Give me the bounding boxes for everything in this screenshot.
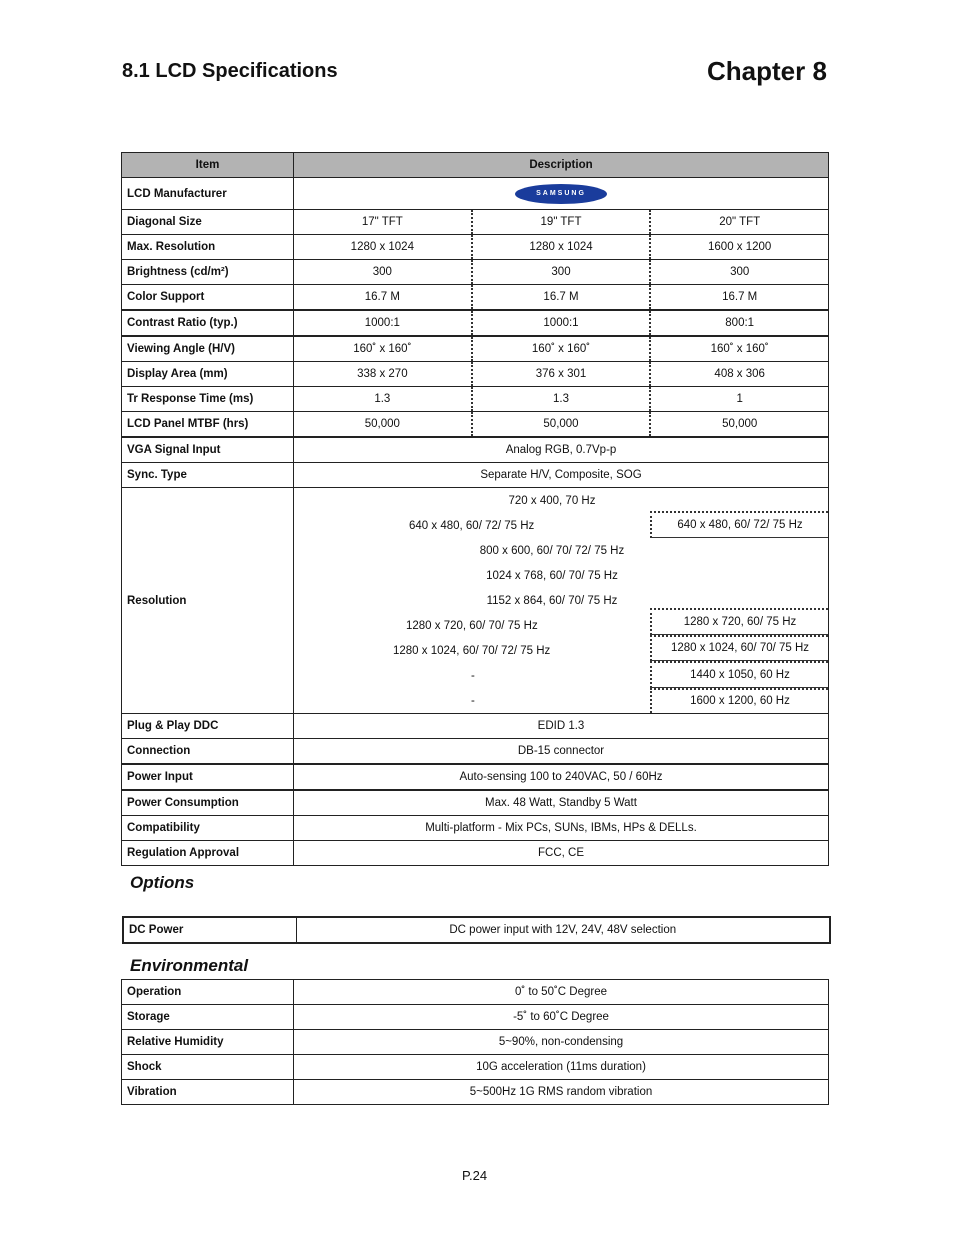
table-row — [122, 1030, 829, 1055]
row-value: 338 x 270 — [357, 368, 408, 380]
resolution-spacer — [650, 488, 828, 511]
row-values — [294, 235, 829, 260]
resolution-entry: 1440 x 1050, 60 Hz — [650, 661, 828, 687]
table-row — [122, 362, 829, 387]
row-values — [294, 336, 829, 362]
row-value: 1280 x 1024 — [350, 241, 414, 253]
resolution-spacer — [650, 538, 828, 561]
row-value: 300 — [471, 260, 650, 284]
row-value: 20" TFT — [649, 210, 828, 234]
table-row-resolution — [122, 488, 829, 714]
row-value: 16.7 M — [471, 285, 650, 309]
resolution-entry: - — [471, 694, 475, 707]
resolution-entry: 1280 x 720, 60/ 70/ 75 Hz — [406, 619, 538, 632]
table-row — [122, 310, 829, 336]
manufacturer-logo-cell — [294, 178, 829, 210]
table-row — [122, 764, 829, 790]
row-value: 1280 x 1024 — [471, 235, 650, 259]
row-values — [294, 362, 829, 387]
row-values — [294, 387, 829, 412]
row-value: 1.3 — [374, 393, 391, 405]
row-value: FCC, CE — [294, 841, 829, 866]
resolution-entry: 800 x 600, 60/ 70/ 72/ 75 Hz — [479, 544, 625, 557]
resolution-entry: 1152 x 864, 60/ 70/ 75 Hz — [486, 594, 618, 607]
resolution-entry: 720 x 400, 70 Hz — [508, 494, 596, 507]
resolution-entry: 1280 x 1024, 60/ 70/ 72/ 75 Hz — [393, 644, 551, 657]
row-values — [294, 412, 829, 438]
row-label: Sync. Type — [122, 463, 294, 488]
section-title: 8.1 LCD Specifications — [122, 60, 338, 82]
table-row — [122, 714, 829, 739]
table-row — [122, 980, 829, 1005]
table-row — [122, 1055, 829, 1080]
row-value: 19" TFT — [471, 210, 650, 234]
row-label: Storage — [122, 1005, 294, 1030]
table-row — [122, 463, 829, 488]
row-values — [294, 210, 829, 235]
row-value: 17" TFT — [361, 216, 403, 228]
table-row — [122, 412, 829, 438]
row-value: 408 x 306 — [649, 362, 828, 386]
table-row — [122, 260, 829, 285]
row-label: DC Power — [123, 917, 296, 943]
table-row — [122, 285, 829, 311]
row-value: 50,000 — [364, 418, 400, 430]
row-label: Connection — [122, 739, 294, 765]
table-row — [122, 790, 829, 816]
row-label: Regulation Approval — [122, 841, 294, 866]
row-value: 0˚ to 50˚C Degree — [294, 980, 829, 1005]
row-label: Vibration — [122, 1080, 294, 1105]
row-value: 1 — [649, 387, 828, 411]
row-label: Viewing Angle (H/V) — [122, 336, 294, 362]
row-value: 5~90%, non-condensing — [294, 1030, 829, 1055]
col-item-header: Item — [122, 153, 294, 178]
row-value: 300 — [649, 260, 828, 284]
row-values — [294, 310, 829, 336]
row-value: Multi-platform - Mix PCs, SUNs, IBMs, HPs & DELLs. — [294, 816, 829, 841]
table-row — [122, 235, 829, 260]
samsung-logo: SAMSUNG — [515, 184, 607, 204]
table-row — [122, 1080, 829, 1105]
row-value: 160˚ x 160˚ — [649, 337, 828, 361]
row-label: Operation — [122, 980, 294, 1005]
row-value: -5˚ to 60˚C Degree — [294, 1005, 829, 1030]
resolution-entry: 640 x 480, 60/ 72/ 75 Hz — [409, 519, 535, 532]
row-value: Max. 48 Watt, Standby 5 Watt — [294, 790, 829, 816]
row-label: Diagonal Size — [122, 210, 294, 235]
options-table — [122, 916, 831, 944]
row-values — [294, 260, 829, 285]
row-label: Plug & Play DDC — [122, 714, 294, 739]
table-header-row — [122, 153, 829, 178]
table-row — [123, 917, 830, 943]
row-value: 160˚ x 160˚ — [353, 343, 412, 355]
row-value: EDID 1.3 — [294, 714, 829, 739]
row-value: 376 x 301 — [471, 362, 650, 386]
row-value: 300 — [372, 266, 392, 278]
row-value: 16.7 M — [364, 291, 400, 303]
table-row — [122, 841, 829, 866]
row-value: DC power input with 12V, 24V, 48V selection — [296, 917, 830, 943]
row-value: 10G acceleration (11ms duration) — [294, 1055, 829, 1080]
resolution-cell — [294, 488, 829, 714]
table-row — [122, 816, 829, 841]
resolution-spacer — [650, 585, 828, 608]
row-label: Contrast Ratio (typ.) — [122, 310, 294, 336]
resolution-entry: 1024 x 768, 60/ 70/ 75 Hz — [486, 569, 618, 582]
row-label: Max. Resolution — [122, 235, 294, 260]
table-row — [122, 437, 829, 463]
row-value: 1000:1 — [471, 311, 650, 335]
table-row — [122, 336, 829, 362]
row-label: Shock — [122, 1055, 294, 1080]
row-label: Tr Response Time (ms) — [122, 387, 294, 412]
row-value: 800:1 — [649, 311, 828, 335]
row-label: Power Input — [122, 764, 294, 790]
lcd-spec-table — [121, 152, 829, 866]
table-row — [122, 210, 829, 235]
row-value: Analog RGB, 0.7Vp-p — [294, 437, 829, 463]
row-value: Auto-sensing 100 to 240VAC, 50 / 60Hz — [294, 764, 829, 790]
row-value: 160˚ x 160˚ — [471, 337, 650, 361]
row-label: LCD Panel MTBF (hrs) — [122, 412, 294, 438]
table-row — [122, 178, 829, 210]
row-label: Color Support — [122, 285, 294, 311]
resolution-entry: 1280 x 720, 60/ 75 Hz — [650, 608, 828, 634]
row-value: 16.7 M — [649, 285, 828, 309]
table-row — [122, 1005, 829, 1030]
row-label: Relative Humidity — [122, 1030, 294, 1055]
row-value: 5~500Hz 1G RMS random vibration — [294, 1080, 829, 1105]
row-value: 1000:1 — [364, 317, 400, 329]
row-value: 50,000 — [471, 412, 650, 436]
row-label: LCD Manufacturer — [122, 178, 294, 210]
resolution-entry: 1280 x 1024, 60/ 70/ 75 Hz — [650, 635, 828, 661]
resolution-spacer — [650, 561, 828, 584]
row-label: Compatibility — [122, 816, 294, 841]
row-value: Separate H/V, Composite, SOG — [294, 463, 829, 488]
resolution-entry: - — [471, 669, 475, 682]
environmental-heading: Environmental — [130, 956, 249, 975]
col-description-header: Description — [294, 153, 829, 178]
row-label: Power Consumption — [122, 790, 294, 816]
row-values — [294, 285, 829, 311]
table-row — [122, 387, 829, 412]
row-value: DB-15 connector — [294, 739, 829, 765]
row-value: 1.3 — [471, 387, 650, 411]
resolution-entry: 1600 x 1200, 60 Hz — [650, 688, 828, 713]
row-value: 1600 x 1200 — [649, 235, 828, 259]
environmental-table — [121, 979, 829, 1105]
page-number: P.24 — [462, 1168, 488, 1183]
row-label: Brightness (cd/m²) — [122, 260, 294, 285]
row-label: Display Area (mm) — [122, 362, 294, 387]
row-label: Resolution — [122, 488, 294, 714]
chapter-title: Chapter 8 — [707, 56, 827, 86]
row-value: 50,000 — [649, 412, 828, 436]
table-row — [122, 739, 829, 765]
options-heading: Options — [130, 873, 195, 892]
resolution-entry: 640 x 480, 60/ 72/ 75 Hz — [650, 511, 828, 537]
row-label: VGA Signal Input — [122, 437, 294, 463]
